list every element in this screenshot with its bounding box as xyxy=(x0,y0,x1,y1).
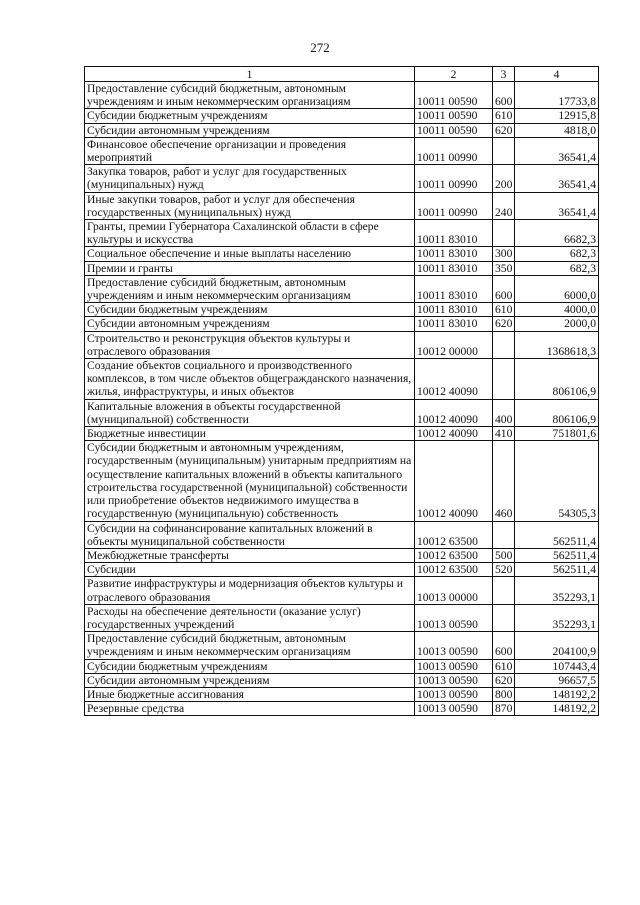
table-row xyxy=(85,165,599,192)
row-name-cell: Субсидии бюджетным и автономным учреждениям, государственным (муниципальным) унитарным предприятиям на осуществление капитальных вложений в объекты капитального строительства государственной (муниципальной) собственности или приобретение объектов недвижимого имущества в государственную (муниципальную) собственность xyxy=(85,441,415,521)
row-expense-type-cell: 610 xyxy=(493,659,515,673)
page-number: 272 xyxy=(310,40,330,55)
row-name-cell: Развитие инфраструктуры и модернизация объектов культуры и отраслевого образования xyxy=(85,577,415,604)
row-expense-type-cell: 620 xyxy=(493,317,515,331)
row-amount-cell: 2000,0 xyxy=(515,317,599,331)
row-code-cell: 10012 63500 xyxy=(415,548,493,562)
row-name-cell: Субсидии автономным учреждениям xyxy=(85,673,415,687)
row-amount-cell: 148192,2 xyxy=(515,687,599,701)
row-code-cell: 10011 00990 xyxy=(415,192,493,219)
row-expense-type-cell xyxy=(493,359,515,400)
row-name-cell: Субсидии автономным учреждениям xyxy=(85,123,415,137)
row-code-cell: 10011 83010 xyxy=(415,261,493,275)
row-amount-cell: 562511,4 xyxy=(515,548,599,562)
row-expense-type-cell: 200 xyxy=(493,165,515,192)
table-row xyxy=(85,303,599,317)
row-amount-cell: 806106,9 xyxy=(515,359,599,400)
table-row xyxy=(85,317,599,331)
row-name-cell: Субсидии на софинансирование капитальных вложений в объекты муниципальной собственности xyxy=(85,521,415,548)
row-code-cell: 10011 83010 xyxy=(415,247,493,261)
row-expense-type-cell: 520 xyxy=(493,563,515,577)
row-amount-cell: 4000,0 xyxy=(515,303,599,317)
row-name-cell: Закупка товаров, работ и услуг для государственных (муниципальных) нужд xyxy=(85,165,415,192)
row-amount-cell: 12915,8 xyxy=(515,109,599,123)
row-code-cell: 10013 00590 xyxy=(415,659,493,673)
row-amount-cell: 36541,4 xyxy=(515,137,599,164)
row-name-cell: Расходы на обеспечение деятельности (оказание услуг) государственных учреждений xyxy=(85,604,415,631)
row-amount-cell: 6000,0 xyxy=(515,275,599,302)
row-code-cell: 10011 00590 xyxy=(415,82,493,109)
row-amount-cell: 148192,2 xyxy=(515,702,599,716)
row-amount-cell: 54305,3 xyxy=(515,441,599,521)
budget-table xyxy=(84,66,599,716)
column-header-expense-type: 3 xyxy=(493,67,515,82)
row-name-cell: Финансовое обеспечение организации и проведения мероприятий xyxy=(85,137,415,164)
row-amount-cell: 751801,6 xyxy=(515,427,599,441)
row-amount-cell: 562511,4 xyxy=(515,521,599,548)
table-row xyxy=(85,441,599,521)
row-expense-type-cell: 610 xyxy=(493,109,515,123)
row-expense-type-cell: 300 xyxy=(493,247,515,261)
row-name-cell: Строительство и реконструкция объектов культуры и отраслевого образования xyxy=(85,331,415,358)
table-row xyxy=(85,192,599,219)
row-amount-cell: 4818,0 xyxy=(515,123,599,137)
row-expense-type-cell: 600 xyxy=(493,632,515,659)
table-row xyxy=(85,275,599,302)
row-name-cell: Субсидии бюджетным учреждениям xyxy=(85,109,415,123)
row-name-cell: Создание объектов социального и производственного комплексов, в том числе объектов общегражданского назначения, жилья, инфраструктуры, и иных объектов xyxy=(85,359,415,400)
row-expense-type-cell xyxy=(493,220,515,247)
row-expense-type-cell: 610 xyxy=(493,303,515,317)
row-name-cell: Субсидии автономным учреждениям xyxy=(85,317,415,331)
row-name-cell: Предоставление субсидий бюджетным, автономным учреждениям и иным некоммерческим организациям xyxy=(85,82,415,109)
table-row xyxy=(85,548,599,562)
row-expense-type-cell: 800 xyxy=(493,687,515,701)
row-expense-type-cell xyxy=(493,577,515,604)
row-code-cell: 10013 00590 xyxy=(415,702,493,716)
row-name-cell: Бюджетные инвестиции xyxy=(85,427,415,441)
row-code-cell: 10011 00990 xyxy=(415,165,493,192)
row-expense-type-cell: 240 xyxy=(493,192,515,219)
table-row xyxy=(85,673,599,687)
row-amount-cell: 1368618,3 xyxy=(515,331,599,358)
row-name-cell: Иные бюджетные ассигнования xyxy=(85,687,415,701)
table-row xyxy=(85,687,599,701)
row-name-cell: Межбюджетные трансферты xyxy=(85,548,415,562)
row-code-cell: 10012 63500 xyxy=(415,521,493,548)
row-expense-type-cell: 620 xyxy=(493,673,515,687)
row-name-cell: Субсидии бюджетным учреждениям xyxy=(85,659,415,673)
row-code-cell: 10013 00590 xyxy=(415,687,493,701)
row-name-cell: Резервные средства xyxy=(85,702,415,716)
row-code-cell: 10013 00000 xyxy=(415,577,493,604)
row-code-cell: 10011 00590 xyxy=(415,123,493,137)
row-expense-type-cell xyxy=(493,331,515,358)
row-code-cell: 10013 00590 xyxy=(415,632,493,659)
table-row xyxy=(85,109,599,123)
row-code-cell: 10012 40090 xyxy=(415,427,493,441)
row-code-cell: 10011 83010 xyxy=(415,317,493,331)
row-code-cell: 10012 40090 xyxy=(415,441,493,521)
row-amount-cell: 204100,9 xyxy=(515,632,599,659)
row-code-cell: 10012 63500 xyxy=(415,563,493,577)
table-row xyxy=(85,82,599,109)
table-row xyxy=(85,247,599,261)
table-row xyxy=(85,261,599,275)
row-code-cell: 10013 00590 xyxy=(415,604,493,631)
row-amount-cell: 6682,3 xyxy=(515,220,599,247)
row-expense-type-cell: 870 xyxy=(493,702,515,716)
table-row xyxy=(85,632,599,659)
row-expense-type-cell xyxy=(493,521,515,548)
row-code-cell: 10013 00590 xyxy=(415,673,493,687)
row-expense-type-cell: 500 xyxy=(493,548,515,562)
table-row xyxy=(85,331,599,358)
table-row xyxy=(85,427,599,441)
table-row xyxy=(85,220,599,247)
row-expense-type-cell: 600 xyxy=(493,275,515,302)
row-code-cell: 10011 00590 xyxy=(415,109,493,123)
row-amount-cell: 36541,4 xyxy=(515,165,599,192)
row-code-cell: 10011 83010 xyxy=(415,275,493,302)
table-row xyxy=(85,604,599,631)
table-header-row xyxy=(85,67,599,82)
table-row xyxy=(85,563,599,577)
table-row xyxy=(85,137,599,164)
row-code-cell: 10011 00990 xyxy=(415,137,493,164)
row-expense-type-cell: 400 xyxy=(493,399,515,426)
table-row xyxy=(85,123,599,137)
row-name-cell: Капитальные вложения в объекты государственной (муниципальной) собственности xyxy=(85,399,415,426)
column-header-name: 1 xyxy=(85,67,415,82)
row-expense-type-cell: 460 xyxy=(493,441,515,521)
row-name-cell: Предоставление субсидий бюджетным, автономным учреждениям и иным некоммерческим организациям xyxy=(85,632,415,659)
row-code-cell: 10012 00000 xyxy=(415,331,493,358)
row-amount-cell: 36541,4 xyxy=(515,192,599,219)
row-amount-cell: 107443,4 xyxy=(515,659,599,673)
row-expense-type-cell xyxy=(493,137,515,164)
table-row xyxy=(85,359,599,400)
row-amount-cell: 352293,1 xyxy=(515,604,599,631)
row-expense-type-cell: 620 xyxy=(493,123,515,137)
row-name-cell: Субсидии xyxy=(85,563,415,577)
row-code-cell: 10011 83010 xyxy=(415,220,493,247)
table-row xyxy=(85,577,599,604)
row-name-cell: Иные закупки товаров, работ и услуг для обеспечения государственных (муниципальных) нужд xyxy=(85,192,415,219)
column-header-code: 2 xyxy=(415,67,493,82)
row-name-cell: Премии и гранты xyxy=(85,261,415,275)
row-name-cell: Гранты, премии Губернатора Сахалинской области в сфере культуры и искусства xyxy=(85,220,415,247)
row-name-cell: Социальное обеспечение и иные выплаты населению xyxy=(85,247,415,261)
table-row xyxy=(85,521,599,548)
table-row xyxy=(85,702,599,716)
row-name-cell: Предоставление субсидий бюджетным, автономным учреждениям и иным некоммерческим организациям xyxy=(85,275,415,302)
row-expense-type-cell: 350 xyxy=(493,261,515,275)
row-amount-cell: 682,3 xyxy=(515,261,599,275)
row-code-cell: 10012 40090 xyxy=(415,359,493,400)
row-amount-cell: 352293,1 xyxy=(515,577,599,604)
row-name-cell: Субсидии бюджетным учреждениям xyxy=(85,303,415,317)
row-amount-cell: 96657,5 xyxy=(515,673,599,687)
column-header-amount: 4 xyxy=(515,67,599,82)
row-code-cell: 10012 40090 xyxy=(415,399,493,426)
row-amount-cell: 562511,4 xyxy=(515,563,599,577)
row-code-cell: 10011 83010 xyxy=(415,303,493,317)
row-amount-cell: 682,3 xyxy=(515,247,599,261)
row-expense-type-cell: 600 xyxy=(493,82,515,109)
row-expense-type-cell: 410 xyxy=(493,427,515,441)
row-amount-cell: 17733,8 xyxy=(515,82,599,109)
row-amount-cell: 806106,9 xyxy=(515,399,599,426)
table-row xyxy=(85,659,599,673)
row-expense-type-cell xyxy=(493,604,515,631)
table-row xyxy=(85,399,599,426)
